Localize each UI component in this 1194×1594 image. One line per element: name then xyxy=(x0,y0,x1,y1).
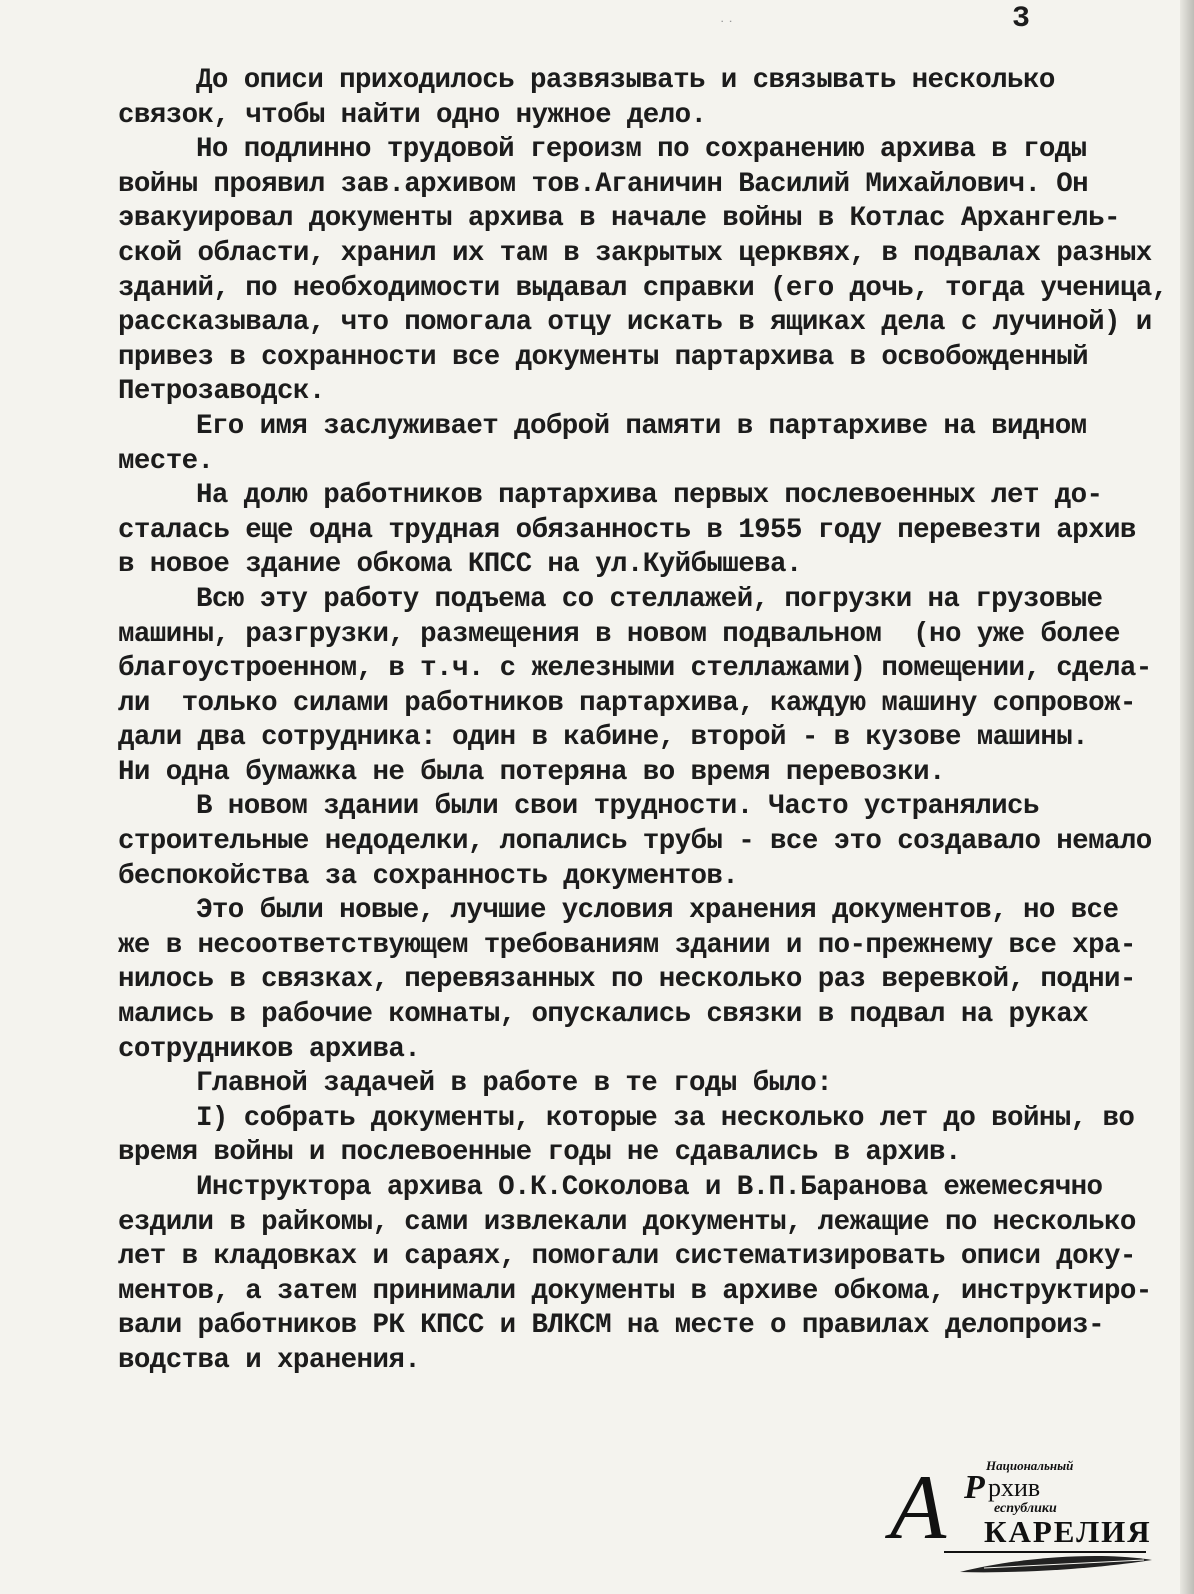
text-line: машины, разгрузки, размещения в новом подвальном (но уже более xyxy=(118,618,1120,650)
logo-line-4: КАРЕЛИЯ xyxy=(984,1514,1152,1549)
text-line: месте. xyxy=(118,445,214,477)
text-line: Инструктора архива О.К.Соколова и В.П.Баранова ежемесячно xyxy=(196,1172,1103,1203)
text-line: мались в рабочие комнаты, опускались связки в подвал на руках xyxy=(118,999,1089,1031)
text-line: эвакуировал документы архива в начале войны в Котлас Архангель- xyxy=(118,203,1120,235)
archive-logo xyxy=(884,1456,1164,1588)
text-line: До описи приходилось развязывать и связывать несколько xyxy=(196,65,1055,96)
paper-smudge: ˙˙ xyxy=(718,20,735,36)
text-line: лет в кладовках и сараях, помогали систематизировать описи доку- xyxy=(118,1241,1136,1273)
logo-initial-r: Р xyxy=(964,1469,985,1506)
text-line: I) собрать документы, которые за несколько лет до войны, во xyxy=(196,1102,1135,1134)
text-line: На долю работников партархива первых послевоенных лет до- xyxy=(196,480,1103,512)
text-line: связок, чтобы найти одно нужное дело. xyxy=(118,99,707,131)
text-line: Ни одна бумажка не была потеряна во время перевозки. xyxy=(118,756,945,788)
text-line: Петрозаводск. xyxy=(118,376,325,408)
text-line: войны проявил зав.архивом тов.Аганичин Василий Михайлович. Он xyxy=(118,168,1089,200)
text-line: рассказывала, что помогала отцу искать в ящиках дела с лучиной) и xyxy=(118,307,1152,339)
text-line: вали работников РК КПСС и ВЛКСМ на месте о правилах делопроиз- xyxy=(118,1310,1104,1342)
text-line: в новое здание обкома КПСС на ул.Куйбышева. xyxy=(118,549,802,581)
page-number: 3 xyxy=(1012,2,1031,36)
logo-initial-a: А xyxy=(890,1456,947,1558)
text-line: Но подлинно трудовой героизм по сохранению архива в годы xyxy=(196,134,1087,166)
text-line: ли только силами работников партархива, каждую машину сопровож- xyxy=(118,687,1136,719)
text-line: дали два сотрудника: один в кабине, второй - в кузове машины. xyxy=(118,722,1089,754)
logo-line-1: Национальный xyxy=(986,1458,1074,1473)
text-line: Его имя заслуживает доброй памяти в партархиве на видном xyxy=(196,410,1087,442)
text-line: ездили в райкомы, сами извлекали документы, лежащие по несколько xyxy=(118,1206,1136,1238)
text-line: водства и хранения. xyxy=(118,1344,421,1376)
text-line: сотрудников архива. xyxy=(118,1033,421,1065)
text-line: строительные недоделки, лопались трубы - все это создавало немало xyxy=(118,826,1152,858)
text-line: беспокойства за сохранность документов. xyxy=(118,860,739,892)
text-line: Это были новые, лучшие условия хранения документов, но все xyxy=(196,895,1119,927)
text-line: Главной задачей в работе в те годы было: xyxy=(196,1068,833,1100)
text-line: ской области, хранил их там в закрытых церквях, в подвалах разных xyxy=(118,237,1152,269)
logo-line-3: еспублики xyxy=(994,1501,1057,1516)
text-line: нилось в связках, перевязанных по несколько раз веревкой, подни- xyxy=(118,964,1136,996)
text-line: благоустроенном, в т.ч. с железными стеллажами) помещении, сдела- xyxy=(118,653,1152,685)
text-line: сталась еще одна трудная обязанность в 1955 году перевезти архив xyxy=(118,514,1136,546)
text-line: В новом здании были свои трудности. Часто устранялись xyxy=(196,791,1039,823)
text-line: время войны и послевоенные годы не сдавались в архив. xyxy=(118,1137,961,1169)
text-line: привез в сохранности все документы партархива в освобожденный xyxy=(118,341,1089,373)
logo-line-2: рхив xyxy=(988,1473,1041,1502)
page-edge xyxy=(1180,0,1194,1594)
text-line: зданий, по необходимости выдавал справки (его дочь, тогда ученица, xyxy=(118,272,1168,304)
document-text-body xyxy=(118,64,1168,1379)
text-line: же в несоответствующем требованиям здании и по-прежнему все хра- xyxy=(118,929,1136,961)
text-line: Всю эту работу подъема со стеллажей, погрузки на грузовые xyxy=(196,583,1103,615)
text-line: ментов, а затем принимали документы в архиве обкома, инструктиро- xyxy=(118,1275,1152,1307)
